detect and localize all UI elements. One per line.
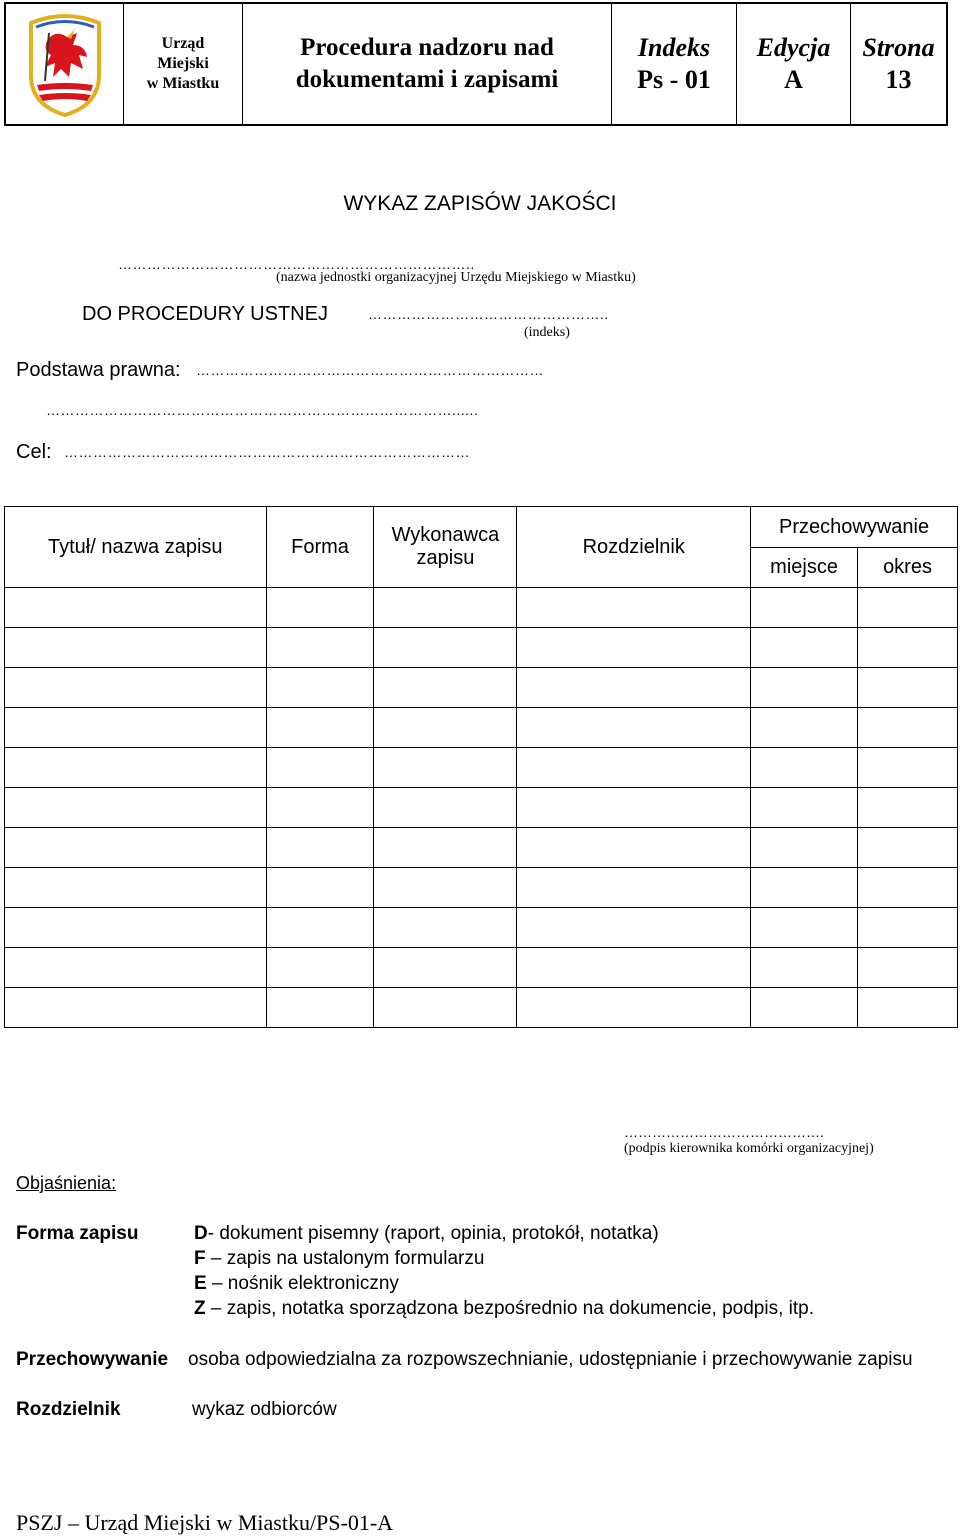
- table-cell[interactable]: [5, 708, 267, 748]
- table-cell[interactable]: [374, 588, 517, 628]
- form-item-z: [194, 1298, 814, 1320]
- table-row: [5, 948, 958, 988]
- table-cell[interactable]: [751, 948, 858, 988]
- column-header-performer: [374, 507, 517, 588]
- goal-label: Cel:: [16, 441, 52, 463]
- page-label: Strona: [862, 33, 935, 62]
- storage-description: osoba odpowiedzialna za rozpowszechnianie, udostępnianie i przechowywanie zapisu: [188, 1349, 913, 1370]
- document-title: WYKAZ ZAPISÓW JAKOŚCI: [343, 192, 617, 215]
- office-line-3: w Miastku: [146, 75, 220, 92]
- table-cell[interactable]: [5, 788, 267, 828]
- table-cell[interactable]: [517, 988, 751, 1028]
- column-header-performer-line-2: zapisu: [416, 547, 475, 569]
- table-cell[interactable]: [751, 628, 858, 668]
- office-line-1: Urząd: [161, 35, 205, 52]
- explanations-heading: Objaśnienia:: [16, 1173, 117, 1193]
- table-cell[interactable]: [517, 628, 751, 668]
- table-cell[interactable]: [751, 668, 858, 708]
- table-cell[interactable]: [858, 788, 958, 828]
- table-cell[interactable]: [517, 948, 751, 988]
- column-header-distributor: Rozdzielnik: [517, 507, 751, 588]
- form-item-f-text: – zapis na ustalonym formularzu: [205, 1248, 485, 1269]
- form-term: Forma zapisu: [16, 1223, 139, 1244]
- table-cell[interactable]: [517, 668, 751, 708]
- table-cell[interactable]: [751, 828, 858, 868]
- unit-name-dots: ………………………………………………………………..: [118, 256, 475, 272]
- table-cell[interactable]: [858, 668, 958, 708]
- table-row: [5, 988, 958, 1028]
- logo-cell: [6, 4, 124, 124]
- table-cell[interactable]: [374, 908, 517, 948]
- coat-of-arms-logo: [25, 11, 105, 117]
- table-row: [5, 788, 958, 828]
- table-cell[interactable]: [858, 988, 958, 1028]
- page-cell: [851, 4, 946, 124]
- table-row: [5, 908, 958, 948]
- table-cell[interactable]: [266, 828, 374, 868]
- table-cell[interactable]: [517, 788, 751, 828]
- procedure-caption: (indeks): [524, 325, 570, 340]
- table-cell[interactable]: [266, 788, 374, 828]
- column-header-performer-line-1: Wykonawca: [391, 524, 500, 546]
- table-cell[interactable]: [858, 708, 958, 748]
- column-header-place: miejsce: [751, 548, 858, 588]
- table-cell[interactable]: [517, 828, 751, 868]
- signature-caption: (podpis kierownika komórki organizacyjnej): [624, 1141, 874, 1156]
- distributor-description: wykaz odbiorców: [192, 1399, 337, 1420]
- table-cell[interactable]: [858, 628, 958, 668]
- table-cell[interactable]: [751, 588, 858, 628]
- table-cell[interactable]: [517, 868, 751, 908]
- table-cell[interactable]: [858, 748, 958, 788]
- form-item-f-code: F: [194, 1248, 206, 1269]
- table-cell[interactable]: [751, 788, 858, 828]
- table-cell[interactable]: [751, 908, 858, 948]
- edition-label: Edycja: [756, 33, 831, 62]
- table-cell[interactable]: [517, 748, 751, 788]
- table-cell[interactable]: [266, 708, 374, 748]
- form-item-e-code: E: [194, 1273, 207, 1294]
- table-row: [5, 748, 958, 788]
- table-cell[interactable]: [266, 748, 374, 788]
- index-label: Indeks: [637, 33, 711, 62]
- storage-term: Przechowywanie: [16, 1349, 169, 1370]
- procedure-label: DO PROCEDURY USTNEJ: [82, 303, 328, 325]
- table-cell[interactable]: [374, 948, 517, 988]
- table-cell[interactable]: [374, 788, 517, 828]
- table-cell[interactable]: [374, 708, 517, 748]
- edition-value: A: [784, 65, 803, 94]
- table-row: [5, 668, 958, 708]
- table-cell[interactable]: [5, 668, 267, 708]
- table-cell[interactable]: [751, 708, 858, 748]
- legal-basis-dots-2: …………………………………………………………………………......: [46, 402, 479, 418]
- procedure-title-cell: [243, 4, 612, 124]
- form-item-d-code: D: [194, 1223, 208, 1244]
- procedure-title-line-1: Procedura nadzoru nad: [300, 34, 554, 61]
- office-line-2: Miejski: [157, 55, 209, 72]
- table-cell[interactable]: [266, 948, 374, 988]
- signature-dots: …………………………………….: [624, 1124, 824, 1140]
- page-footer: PSZJ – Urząd Miejski w Miastku/PS-01-A: [16, 1510, 394, 1535]
- form-item-f: [194, 1248, 484, 1270]
- table-cell[interactable]: [266, 908, 374, 948]
- table-cell[interactable]: [5, 948, 267, 988]
- table-cell[interactable]: [266, 988, 374, 1028]
- table-cell[interactable]: [374, 868, 517, 908]
- records-table: [4, 506, 958, 1028]
- table-row: [5, 628, 958, 668]
- legal-basis-label: Podstawa prawna:: [16, 359, 181, 381]
- column-header-form: Forma: [266, 507, 374, 588]
- index-cell: [612, 4, 737, 124]
- goal-dots: …………………………………………………………………………: [64, 444, 470, 460]
- office-name-cell: [124, 4, 243, 124]
- table-cell[interactable]: [374, 748, 517, 788]
- table-cell[interactable]: [374, 628, 517, 668]
- form-item-z-code: Z: [194, 1298, 206, 1319]
- form-item-e: [194, 1273, 399, 1295]
- table-cell[interactable]: [858, 908, 958, 948]
- records-table-body: [5, 588, 958, 1028]
- unit-name-caption: (nazwa jednostki organizacyjnej Urzędu Miejskiego w Miastku): [276, 270, 636, 285]
- table-cell[interactable]: [751, 868, 858, 908]
- form-item-z-text: – zapis, notatka sporządzona bezpośrednio na dokumencie, podpis, itp.: [205, 1298, 814, 1319]
- document-header: [4, 2, 948, 126]
- legal-basis-dots: ………………………………………………………………: [196, 362, 544, 378]
- table-cell[interactable]: [374, 828, 517, 868]
- edition-cell: [737, 4, 851, 124]
- table-cell[interactable]: [266, 868, 374, 908]
- table-row: [5, 868, 958, 908]
- column-header-period: okres: [858, 548, 958, 588]
- table-cell[interactable]: [517, 708, 751, 748]
- table-row: [5, 828, 958, 868]
- procedure-title-line-2: dokumentami i zapisami: [295, 66, 559, 93]
- distributor-term: Rozdzielnik: [16, 1399, 121, 1420]
- table-cell[interactable]: [374, 988, 517, 1028]
- table-cell[interactable]: [858, 948, 958, 988]
- column-header-storage: Przechowywanie: [751, 507, 958, 548]
- form-item-d: [194, 1223, 659, 1245]
- table-cell[interactable]: [5, 988, 267, 1028]
- table-cell[interactable]: [266, 588, 374, 628]
- form-item-e-text: – nośnik elektroniczny: [206, 1273, 399, 1294]
- table-cell[interactable]: [751, 988, 858, 1028]
- table-cell[interactable]: [5, 908, 267, 948]
- table-cell[interactable]: [5, 628, 267, 668]
- page-value: 13: [885, 65, 912, 94]
- table-cell[interactable]: [858, 828, 958, 868]
- column-header-title: Tytuł/ nazwa zapisu: [5, 507, 267, 588]
- table-cell[interactable]: [751, 748, 858, 788]
- table-cell[interactable]: [5, 588, 267, 628]
- table-cell[interactable]: [858, 868, 958, 908]
- table-cell[interactable]: [517, 588, 751, 628]
- table-cell[interactable]: [858, 588, 958, 628]
- table-cell[interactable]: [374, 668, 517, 708]
- table-cell[interactable]: [5, 828, 267, 868]
- table-row: [5, 588, 958, 628]
- table-row: [5, 708, 958, 748]
- procedure-dots: …………………………………………..: [368, 306, 609, 322]
- table-cell[interactable]: [266, 668, 374, 708]
- index-value: Ps - 01: [637, 65, 711, 94]
- table-cell[interactable]: [517, 908, 751, 948]
- table-cell[interactable]: [5, 748, 267, 788]
- form-item-d-text: - dokument pisemny (raport, opinia, protokół, notatka): [207, 1223, 659, 1244]
- table-cell[interactable]: [5, 868, 267, 908]
- table-cell[interactable]: [266, 628, 374, 668]
